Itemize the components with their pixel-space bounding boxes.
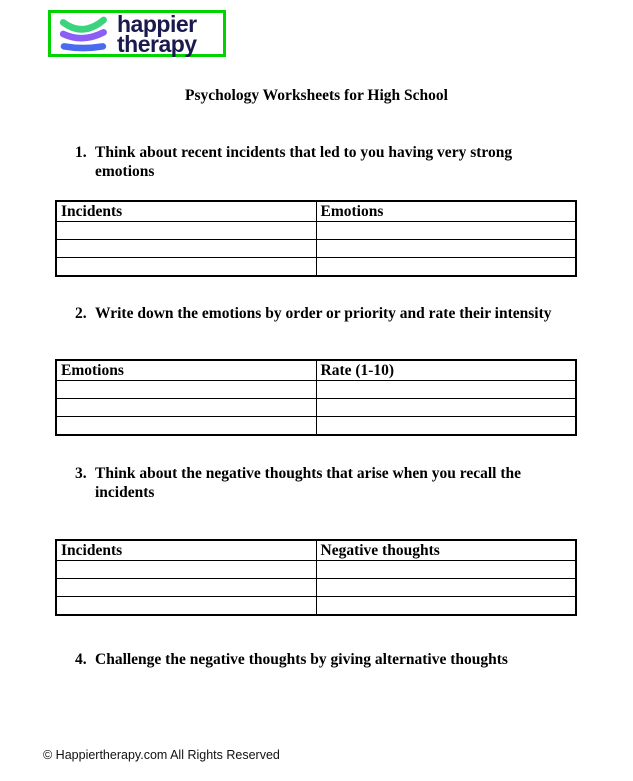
empty-cell (316, 579, 576, 597)
incidents-negative-thoughts-table (55, 539, 577, 616)
table-row (56, 381, 576, 399)
empty-cell (56, 597, 316, 616)
happier-therapy-logo (48, 10, 226, 57)
list-item-2 (75, 305, 552, 324)
copyright-footer: © Happiertherapy.com All Rights Reserved (43, 748, 280, 762)
list-item-2-text: Write down the emotions by order or priority and rate their intensity (95, 305, 552, 322)
logo-word-happier: happier (117, 10, 197, 37)
list-item-4-number: 4. (75, 651, 87, 668)
table-row (56, 399, 576, 417)
table-row (56, 579, 576, 597)
empty-cell (316, 597, 576, 616)
empty-cell (316, 222, 576, 240)
table-row (56, 417, 576, 436)
list-item-1-text: Think about recent incidents that led to you having very strong emotions (95, 144, 513, 180)
empty-cell (56, 561, 316, 579)
empty-cell (56, 417, 316, 436)
empty-cell (316, 417, 576, 436)
table-header-row (56, 540, 576, 561)
empty-cell (316, 561, 576, 579)
table-row (56, 240, 576, 258)
table-row (56, 222, 576, 240)
column-header: Rate (1-10) (316, 360, 576, 381)
table-row (56, 597, 576, 616)
empty-cell (316, 399, 576, 417)
triple-swoosh-icon (56, 15, 110, 53)
list-item-4-text: Challenge the negative thoughts by giving alternative thoughts (95, 651, 508, 668)
column-header: Incidents (56, 540, 316, 561)
column-header: Negative thoughts (316, 540, 576, 561)
table-row (56, 258, 576, 277)
emotions-rate-table (55, 359, 577, 436)
empty-cell (56, 399, 316, 417)
list-item-1 (75, 144, 565, 181)
page-title: Psychology Worksheets for High School (185, 87, 448, 104)
empty-cell (56, 258, 316, 277)
list-item-4 (75, 651, 508, 670)
logo-wordmark (117, 10, 197, 57)
empty-cell (316, 258, 576, 277)
list-item-3 (75, 465, 565, 502)
empty-cell (56, 222, 316, 240)
empty-cell (56, 579, 316, 597)
column-header: Emotions (316, 201, 576, 222)
empty-cell (316, 240, 576, 258)
empty-cell (56, 240, 316, 258)
empty-cell (56, 381, 316, 399)
column-header: Emotions (56, 360, 316, 381)
list-item-1-number: 1. (75, 144, 87, 161)
empty-cell (316, 381, 576, 399)
list-item-2-number: 2. (75, 305, 87, 322)
table-header-row (56, 201, 576, 222)
list-item-3-text: Think about the negative thoughts that arise when you recall the incidents (95, 465, 521, 501)
logo-word-therapy: therapy (117, 31, 197, 57)
table-row (56, 561, 576, 579)
column-header: Incidents (56, 201, 316, 222)
list-item-3-number: 3. (75, 465, 87, 482)
incidents-emotions-table (55, 200, 577, 277)
table-header-row (56, 360, 576, 381)
